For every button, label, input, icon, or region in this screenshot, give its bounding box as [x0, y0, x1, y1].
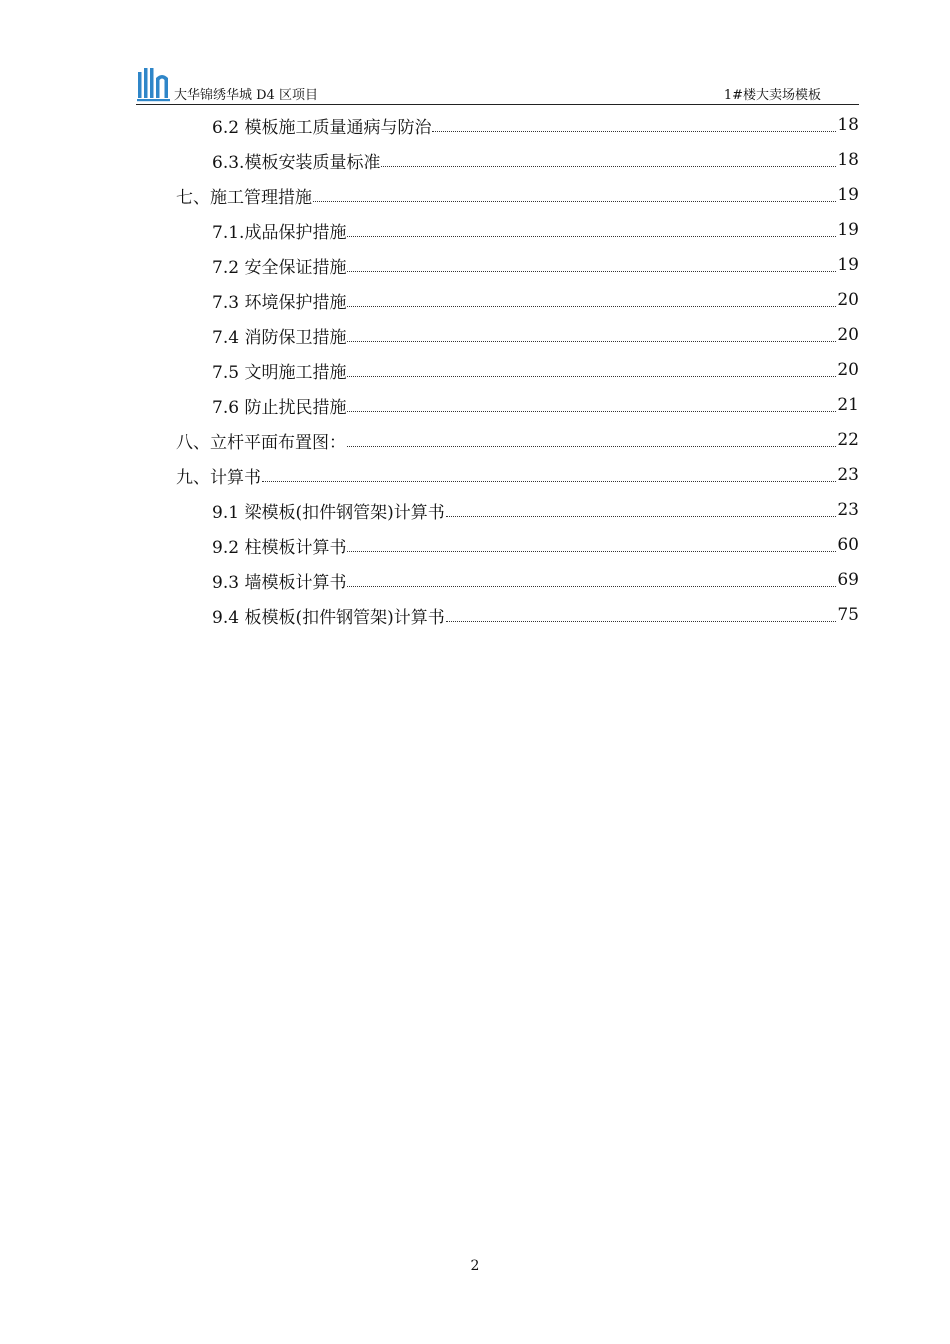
- toc-entry-page: 23: [837, 465, 859, 485]
- toc-entry[interactable]: [212, 493, 859, 527]
- toc-entry-page: 20: [837, 325, 859, 345]
- toc-entry[interactable]: [212, 563, 859, 597]
- toc-entry-page: 75: [837, 605, 859, 625]
- toc-dot-leader: [262, 480, 836, 482]
- toc-entry[interactable]: [212, 283, 859, 317]
- toc-dot-leader: [347, 585, 836, 587]
- toc-entry-title: 9.3 墙模板计算书: [212, 572, 347, 593]
- toc-entry-title: 7.3 环境保护措施: [212, 292, 347, 313]
- toc-dot-leader: [347, 270, 836, 272]
- toc-entry-page: 23: [837, 500, 859, 520]
- toc-entry-title: 七、施工管理措施: [176, 187, 312, 208]
- toc-dot-leader: [347, 550, 836, 552]
- toc-entry[interactable]: [212, 353, 859, 387]
- toc-entry-page: 19: [837, 220, 859, 240]
- toc-entry-title: 6.2 模板施工质量通病与防治: [212, 117, 432, 138]
- toc-dot-leader: [347, 445, 836, 447]
- toc-entry[interactable]: [212, 213, 859, 247]
- toc-entry-page: 19: [837, 255, 859, 275]
- toc-dot-leader: [347, 410, 836, 412]
- toc-dot-leader: [446, 515, 837, 517]
- toc-entry[interactable]: [212, 108, 859, 142]
- toc-entry[interactable]: [212, 598, 859, 632]
- toc-entry-title: 9.2 柱模板计算书: [212, 537, 347, 558]
- toc-dot-leader: [347, 340, 836, 342]
- toc-dot-leader: [347, 375, 836, 377]
- toc-dot-leader: [446, 620, 837, 622]
- toc-dot-leader: [347, 235, 836, 237]
- page-header: [136, 64, 859, 105]
- toc-entry-page: 22: [837, 430, 859, 450]
- toc-entry-page: 18: [837, 150, 859, 170]
- toc-dot-leader: [313, 200, 836, 202]
- toc-dot-leader: [381, 165, 836, 167]
- toc-entry-title: 7.6 防止扰民措施: [212, 397, 347, 418]
- toc-entry-title: 八、立杆平面布置图：: [176, 432, 346, 453]
- toc-entry-title: 9.4 板模板(扣件钢管架)计算书: [212, 607, 445, 628]
- toc-dot-leader: [432, 130, 836, 132]
- toc-entry-page: 20: [837, 290, 859, 310]
- toc-entry[interactable]: [212, 248, 859, 282]
- toc-entry-page: 19: [837, 185, 859, 205]
- toc-entry-title: 6.3.模板安装质量标准: [212, 152, 381, 173]
- toc-entry-page: 21: [837, 395, 859, 415]
- toc-entry[interactable]: [212, 318, 859, 352]
- toc-entry-title: 7.1.成品保护措施: [212, 222, 347, 243]
- toc-entry-page: 20: [837, 360, 859, 380]
- toc-entry-page: 60: [837, 535, 859, 555]
- header-document-title: 1#楼大卖场模板: [723, 88, 821, 103]
- building-logo-icon: [136, 66, 172, 102]
- toc-entry[interactable]: [212, 528, 859, 562]
- header-project-name: 大华锦绣华城 D4 区项目: [174, 88, 318, 103]
- toc-entry[interactable]: [176, 423, 859, 457]
- page-number: 2: [470, 1258, 480, 1274]
- toc-entry[interactable]: [176, 458, 859, 492]
- toc-entry[interactable]: [212, 143, 859, 177]
- toc-entry-page: 69: [837, 570, 859, 590]
- toc-dot-leader: [347, 305, 836, 307]
- toc-entry-title: 7.5 文明施工措施: [212, 362, 347, 383]
- toc-entry-title: 9.1 梁模板(扣件钢管架)计算书: [212, 502, 445, 523]
- toc-entry[interactable]: [176, 178, 859, 212]
- toc-entry[interactable]: [212, 388, 859, 422]
- toc-entry-title: 九、计算书: [176, 467, 261, 488]
- toc-entry-page: 18: [837, 115, 859, 135]
- toc-entry-title: 7.4 消防保卫措施: [212, 327, 347, 348]
- toc-entry-title: 7.2 安全保证措施: [212, 257, 347, 278]
